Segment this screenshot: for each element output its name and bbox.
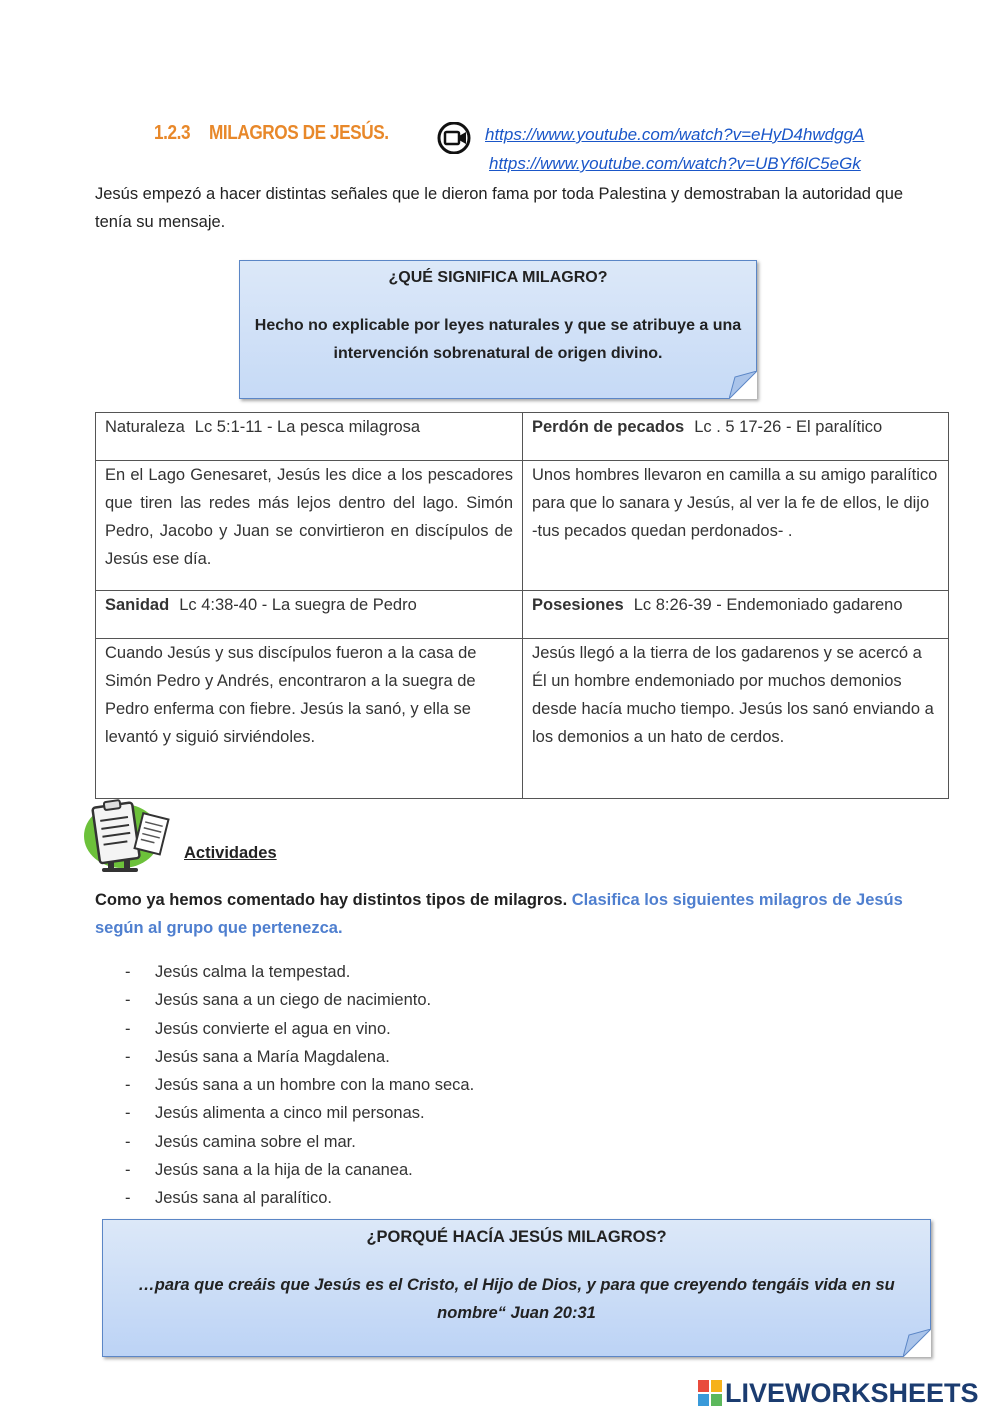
- table-row: [96, 413, 949, 461]
- table-cell: [96, 591, 523, 639]
- section-number: 1.2.3: [154, 122, 191, 144]
- activities-instruction: [95, 886, 905, 942]
- miracle-description: En el Lago Genesaret, Jesús les dice a los pescadores que tiren las redes más lejos dentro del lago. Simón Pedro, Jacobo y Juan se convirtieron en discípulos de Jesús ese día.: [96, 461, 523, 591]
- miracle-category: Sanidad: [105, 596, 170, 614]
- miracle-description: Cuando Jesús y sus discípulos fueron a la casa de Simón Pedro y Andrés, encontraron a la suegra de Pedro enferma con fiebre. Jesús la sanó, y ella se levantó y siguió sirviéndoles.: [96, 639, 523, 799]
- list-item: - Jesús sana a la hija de la cananea.: [125, 1161, 413, 1180]
- miracle-description: Jesús llegó a la tierra de los gadarenos y se acercó a Él un hombre endemoniado por muchos demonios desde hacía mucho tiempo. Jesús los sanó enviando a los demonios a un hato de cerdos.: [523, 639, 949, 799]
- table-cell: [523, 591, 949, 639]
- miracle-reference: Lc 8:26-39 - Endemoniado gadareno: [633, 596, 903, 614]
- list-item: - Jesús convierte el agua en vino.: [125, 1019, 391, 1038]
- section-heading: [154, 122, 389, 145]
- page-fold-icon: [729, 371, 757, 399]
- miracle-reference: Lc . 5 17-26 - El paralítico: [694, 418, 883, 436]
- miracle-category: Perdón de pecados: [532, 418, 685, 436]
- list-item: - Jesús calma la tempestad.: [125, 963, 351, 981]
- table-cell: [523, 413, 949, 461]
- brand-text: LIVEWORKSHEETS: [725, 1377, 979, 1408]
- activities-title: Actividades: [184, 844, 277, 862]
- table-cell: [96, 413, 523, 461]
- why-quote: …para que creáis que Jesús es el Cristo, el Hijo de Dios, y para que creyendo tengáis vida en su nombre“ Juan 20:31: [138, 1276, 895, 1322]
- list-item: - Jesús sana al paralítico.: [125, 1189, 333, 1208]
- list-item: - Jesús sana a María Magdalena.: [125, 1047, 390, 1066]
- miracles-table: [95, 412, 949, 799]
- section-title: MILAGROS DE JESÚS.: [209, 122, 389, 144]
- list-item: - Jesús sana a un hombre con la mano seca.: [125, 1076, 475, 1095]
- why-title: ¿PORQUÉ HACÍA JESÚS MILAGROS?: [366, 1228, 667, 1246]
- youtube-link-1[interactable]: https://www.youtube.com/watch?v=eHyD4hwdggA: [485, 125, 865, 144]
- table-row: [96, 461, 949, 591]
- miracle-description: Unos hombres llevaron en camilla a su amigo paralítico para que lo sanara y Jesús, al ver la fe de ellos, le dijo -tus pecados quedan perdonados- .: [523, 461, 949, 591]
- table-row: [96, 591, 949, 639]
- miracle-list: [125, 958, 474, 1213]
- logo-icon: [698, 1380, 722, 1406]
- table-row: [96, 639, 949, 799]
- definition-box: [239, 260, 757, 399]
- instruction-blue: Clasifica los siguientes milagros de Jesús según al grupo que pertenezca.: [95, 891, 903, 937]
- clipboard-icon: [82, 796, 174, 874]
- page-fold-icon: [903, 1329, 931, 1357]
- miracle-category: Naturaleza: [105, 418, 185, 436]
- definition-text: Hecho no explicable por leyes naturales y que se atribuye a una intervención sobrenatural de origen divino.: [254, 317, 742, 362]
- miracle-reference: Lc 4:38-40 - La suegra de Pedro: [179, 596, 417, 614]
- list-item: - Jesús camina sobre el mar.: [125, 1132, 356, 1151]
- list-item: - Jesús alimenta a cinco mil personas.: [125, 1104, 425, 1123]
- miracle-reference: Lc 5:1-11 - La pesca milagrosa: [194, 418, 421, 436]
- instruction-bold: Como ya hemos comentado hay distintos tipos de milagros.: [95, 891, 568, 909]
- liveworksheets-logo: [698, 1373, 979, 1413]
- miracle-category: Posesiones: [532, 596, 624, 614]
- video-camera-icon: [436, 122, 476, 154]
- youtube-link-2[interactable]: https://www.youtube.com/watch?v=UBYf6lC5eGk: [489, 154, 861, 173]
- definition-title: ¿QUÉ SIGNIFICA MILAGRO?: [388, 269, 608, 286]
- list-item: - Jesús sana a un ciego de nacimiento.: [125, 991, 432, 1010]
- why-box: [102, 1219, 931, 1357]
- intro-paragraph: Jesús empezó a hacer distintas señales que le dieron fama por toda Palestina y demostraban la autoridad que tenía su mensaje.: [95, 185, 904, 231]
